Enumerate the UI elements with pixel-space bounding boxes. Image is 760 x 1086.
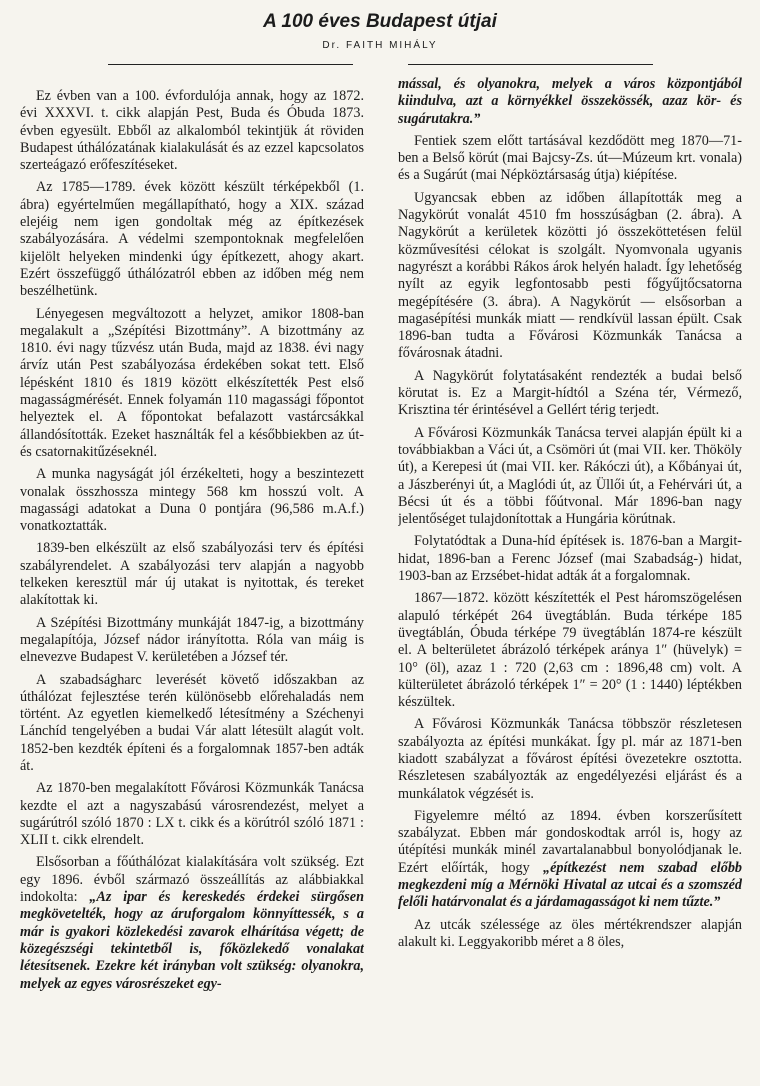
paragraph-text: 1839-ben elkészült az első szabályozási terv és építési szabályrendelet. A szabályozási terv alapján a nagyobb telkeken keresztül már új utakat is nyitottak, és tereket alakítottak ki. [20,540,364,609]
paragraph [398,425,742,529]
paragraph [398,590,742,711]
right-column [398,76,742,1071]
paragraph-text: Folytatódtak a Duna-híd építések is. 1876-ban a Margit-hidat, 1896-ban a Ferenc József (mai Szabadság-) hidat, 1903-ban az Erzsébet-hidat adták át a forgalomnak. [398,533,742,585]
article-title: A 100 éves Budapest útjai [263,11,497,32]
quote-text: „építkezést nem szabad előbb megkezdeni míg a Mérnöki Hivatal az utcai és a szomszéd felőli határvonalat és a járdamagasságot ki nem tűzte.” [398,859,742,911]
quote-text: „Az ipar és kereskedés érdekei sürgősen megkövetelték, hogy az áruforgalom könnyíttessék, s a már is gyakori közlekedési zavarok elhárítása végett; de közegészségi tekintetből is, főközlekedő vonalakat létesítsenek. Ezekre két irányban volt szükség: olyanokra, melyek az egyes városrészeket egy- [20,889,364,992]
divider-left [108,64,353,65]
paragraph-text: Elsősorban a főúthálózat kialakítására volt szükség. Ezt egy 1896. évből származó összeállítás az alábbiakkal indokolta: [20,854,364,906]
paragraph [398,368,742,420]
paragraph-text: 1867—1872. között készítették el Pest háromszögelésen alapuló térképét 264 üvegtáblán. Buda térképe 185 üvegtáblán, Óbuda térképe 79 üvegtáblán 1874-re készült el. A belterületet ábrázoló térképek aránya 1″ (hüvelyk) = 10° (öl), azaz 1 : 720 (2,63 cm : 1896,48 cm) volt. A külterületet ábrázoló térképek 1″ = 20° (1 : 1440) léptékben készültek. [398,590,742,711]
paragraph-text: A Nagykörút folytatásaként rendezték a budai belső körutat is. Ez a Margit-hídtól a Széna tér, Vérmező, Krisztina tér érintésével a Gellért térig terjedt. [398,367,742,419]
paragraph-text: A Szépítési Bizottmány munkáját 1847-ig, a bizottmány megalapítója, József nádor irányította. Róla van máig is elnevezve Budapest V. kerületében a József tér. [20,614,364,666]
divider-right [408,64,653,65]
paragraph [20,540,364,609]
paragraph [398,533,742,585]
paragraph-text: Ugyancsak ebben az időben állapították meg a Nagykörút vonalát 4510 fm hosszúságban (2. ábra). A Nagykörút a kerületek közötti jó összeköttetésen felül közművesítési célokat is szolgált. Nyomvonala ugyanis nagyrészt a korábbi Rákos árok helyén haladt. Így lehetőség nyílt az egyik legfontosabb pesti főgyűjtőcsatorna megépítésére (3. ábra). A Nagykörút — elsősorban a magasépítési munkák miatt — rendkívül lassan épült. Csak 1896-ban tudta a Fővárosi Közmunkák Tanácsa a fővárosnak átadni. [398,189,742,362]
paragraph [20,306,364,462]
left-column [20,88,364,1083]
paragraph [20,179,364,300]
paragraph [20,780,364,849]
paragraph-text: A Fővárosi Közmunkák Tanácsa többször részletesen szabályozta az építési munkákat. Így pl. már az 1871-ben kiadott szabályzat a fővárost építési övezetekre osztotta. Részletesen szabályozták az engedélyezési eljárást és a munkálatok végzését is. [398,716,742,802]
paragraph [398,808,742,912]
paragraph [20,466,364,535]
paragraph [20,88,364,174]
paragraph-text: A Fővárosi Közmunkák Tanácsa tervei alapján épült ki a továbbiakban a Váci út, a Csömöri út (mai VII. ker. Thököly út), a Kerepesi út (mai VII. ker. Rákóczi út), a Kőbányai út, a Jászberényi út, a Maglódi út, az Üllői út, a Fehérvári út, a Bécsi út és a többi főútvonal. Már 1896-ban nagy jelentőséget tulajdonítottak a Hungária körútnak. [398,424,742,528]
quote-text: mással, és olyanokra, melyek a város központjából kiindulva, azt a környékkel összekössék, azaz kör- és sugárutakra.” [398,76,742,127]
paragraph-text: Fentiek szem előtt tartásával kezdődött meg 1870—71-ben a Belső körút (mai Bajcsy-Zs. út—Múzeum krt. vonala) és a Sugárút (mai Népköztársaság útja) kiépítése. [398,132,742,184]
paragraph [398,133,742,185]
paragraph-text: Lényegesen megváltozott a helyzet, amikor 1808-ban megalakult a „Szépítési Bizottmány”. A bizottmány az 1810. évi nagy tűzvész után Buda, majd az 1838. évi nagy árvíz után Pest szabályozása érdekében sokat tett. Első lépésként 1810 és 1819 között elkészítették Pest első magasságmérését. Ennek folyamán 110 magassági főpontot helyeztek el. A főpontokat befalazott vastárcsákkal állandósították. Ezeket használták fel a későbbiekben az út- és csatornakitűzéseknél. [20,305,364,460]
paragraph-text: Az utcák szélessége az öles mértékrendszer alapján alakult ki. Leggyakoribb méret a 8 öles, [398,916,742,950]
paragraph [20,615,364,667]
paragraph-text: A munka nagyságát jól érzékelteti, hogy a beszintezett vonalak összhossza mintegy 568 km hosszú volt. A magassági adatokat a Duna 0 pontjára (96,586 m.A.f.) vonatkoztatták. [20,466,364,535]
paragraph [398,76,742,128]
paragraph [20,672,364,776]
paragraph [20,854,364,992]
paragraph-text: Ez évben van a 100. évfordulója annak, hogy az 1872. évi XXXVI. t. cikk alapján Pest, Buda és Óbuda 1873. évben egyesült. Ebből az alkalomból tekintjük át röviden Budapest úthálózatának kialakulását és az ezzel kapcsolatos szerteágazó erőfeszítéseket. [20,88,364,174]
paragraph [398,917,742,952]
paragraph [398,190,742,363]
paragraph [398,716,742,802]
paragraph-text: Az 1785—1789. évek között készült térképekből (1. ábra) egyértelműen megállapítható, hogy a XIX. század elejéig nem igen gondoltak még az építkezések szabályozására. A védelmi szempontoknak megfelelően kijelölt helyeken mindenki úgy építkezett, ahogy akart. Ezért összefüggő úthálózatról ebben az időben még nem beszélhetünk. [20,179,364,300]
paragraph-text: A szabadságharc leverését követő időszakban az úthálózat fejlesztése terén különösebb előrehaladás nem történt. Az egyetlen kiemelkedő létesítmény a Széchenyi Lánchíd tengelyében a budai Vár alatt létesült alagút volt. 1852-ben kezdték építeni és a forgalomnak 1857-ben adták át. [20,671,364,774]
article-author: Dr. FAITH MIHÁLY [322,40,438,51]
paragraph-text: Figyelemre méltó az 1894. évben korszerűsített szabályzat. Ebben már gondoskodtak arról is, hogy az útépítési munkák minél zavartalanabbul bonyolódjanak le. Ezért előírták, hogy [398,807,742,876]
paragraph-text: Az 1870-ben megalakított Fővárosi Közmunkák Tanácsa kezdte el azt a nagyszabású városrendezést, melyet a sugárútról szóló 1870 : LX t. cikk és a körútról szóló 1871 : XLII t. cikk elrendelt. [20,780,364,849]
